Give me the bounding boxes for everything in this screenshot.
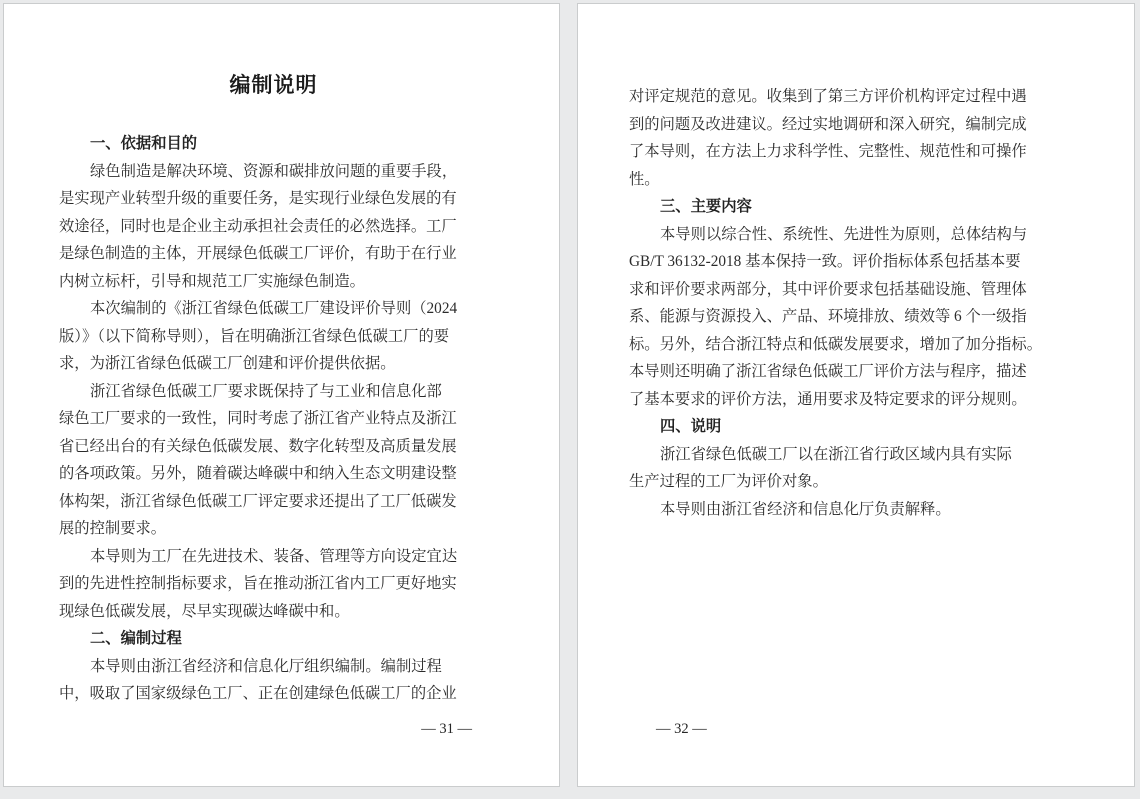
text-line: 对评定规范的意见。收集到了第三方评价机构评定过程中遇 bbox=[629, 88, 1027, 105]
text-line: 是实现产业转型升级的重要任务，是实现行业绿色发展的有 bbox=[59, 190, 457, 207]
section-heading: 三、主要内容 bbox=[660, 198, 752, 215]
page-31-content bbox=[4, 4, 559, 708]
text-line: 是绿色制造的主体，开展绿色低碳工厂评价，有助于在行业 bbox=[59, 245, 457, 262]
text-line: 标。另外，结合浙江特点和低碳发展要求，增加了加分指标。 bbox=[629, 335, 1043, 353]
section-heading: 二、编制过程 bbox=[90, 630, 182, 647]
text-line: 本导则由浙江省经济和信息化厅组织编制。编制过程 bbox=[90, 657, 442, 675]
document-title: 编制说明 bbox=[229, 74, 318, 97]
text-line: 展的控制要求。 bbox=[59, 520, 167, 537]
text-line: 内树立标杆，引导和规范工厂实施绿色制造。 bbox=[59, 272, 365, 290]
text-line: GB/T 36132-2018 基本保持一致。评价指标体系包括基本要 bbox=[629, 253, 1021, 270]
text-line: 本导则以综合性、系统性、先进性为原则，总体结构与 bbox=[660, 225, 1028, 243]
text-line: 本次编制的《浙江省绿色低碳工厂建设评价导则（2024 bbox=[90, 300, 458, 317]
section-heading: 一、依据和目的 bbox=[90, 135, 198, 152]
text-line: 到的问题及改进建议。经过实地调研和深入研究，编制完成 bbox=[629, 115, 1027, 133]
text-line: 本导则由浙江省经济和信息化厅负责解释。 bbox=[660, 500, 951, 518]
text-line: 版）》（以下简称导则），旨在明确浙江省绿色低碳工厂的要 bbox=[59, 327, 450, 345]
text-line: 浙江省绿色低碳工厂以在浙江省行政区域内具有实际 bbox=[660, 445, 1012, 463]
text-line: 性。 bbox=[629, 170, 660, 188]
page-31-number: — 31 — bbox=[421, 721, 472, 737]
text-line: 浙江省绿色低碳工厂要求既保持了与工业和信息化部 bbox=[90, 382, 442, 400]
text-line: 绿色制造是解决环境、资源和碳排放问题的重要手段， bbox=[90, 162, 458, 180]
text-line: 生产过程的工厂为评价对象。 bbox=[629, 473, 828, 490]
page-32-content bbox=[578, 4, 1134, 523]
text-line: 绿色工厂要求的一致性，同时考虑了浙江省产业特点及浙江 bbox=[59, 410, 457, 427]
page-32 bbox=[577, 3, 1135, 787]
text-line: 了本导则，在方法上力求科学性、完整性、规范性和可操作 bbox=[629, 143, 1027, 160]
text-line: 中，吸取了国家级绿色工厂、正在创建绿色低碳工厂的企业 bbox=[59, 685, 457, 702]
page-32-number: — 32 — bbox=[656, 721, 707, 737]
text-line: 的各项政策。另外，随着碳达峰碳中和纳入生态文明建设整 bbox=[59, 465, 457, 482]
text-line: 现绿色低碳发展，尽早实现碳达峰碳中和。 bbox=[59, 602, 350, 620]
text-line: 本导则为工厂在先进技术、装备、管理等方向设定宜达 bbox=[90, 547, 458, 565]
text-line: 求和评价要求两部分，其中评价要求包括基础设施、管理体 bbox=[629, 280, 1027, 298]
text-line: 系、能源与资源投入、产品、环境排放、绩效等 6 个一级指 bbox=[629, 308, 1027, 325]
text-line: 本导则还明确了浙江省绿色低碳工厂评价方法与程序，描述 bbox=[629, 363, 1027, 380]
text-line: 求，为浙江省绿色低碳工厂创建和评价提供依据。 bbox=[59, 355, 396, 372]
text-line: 体构架，浙江省绿色低碳工厂评定要求还提出了工厂低碳发 bbox=[59, 492, 457, 510]
text-line: 省已经出台的有关绿色低碳发展、数字化转型及高质量发展 bbox=[59, 437, 457, 455]
text-line: 了基本要求的评价方法，通用要求及特定要求的评分规则。 bbox=[629, 390, 1027, 408]
text-line: 到的先进性控制指标要求，旨在推动浙江省内工厂更好地实 bbox=[59, 575, 457, 592]
page-31 bbox=[3, 3, 560, 787]
text-line: 效途径，同时也是企业主动承担社会责任的必然选择。工厂 bbox=[59, 217, 457, 235]
page-right-lines bbox=[629, 83, 1063, 523]
section-heading: 四、说明 bbox=[660, 418, 722, 435]
page-left-lines bbox=[59, 71, 488, 708]
